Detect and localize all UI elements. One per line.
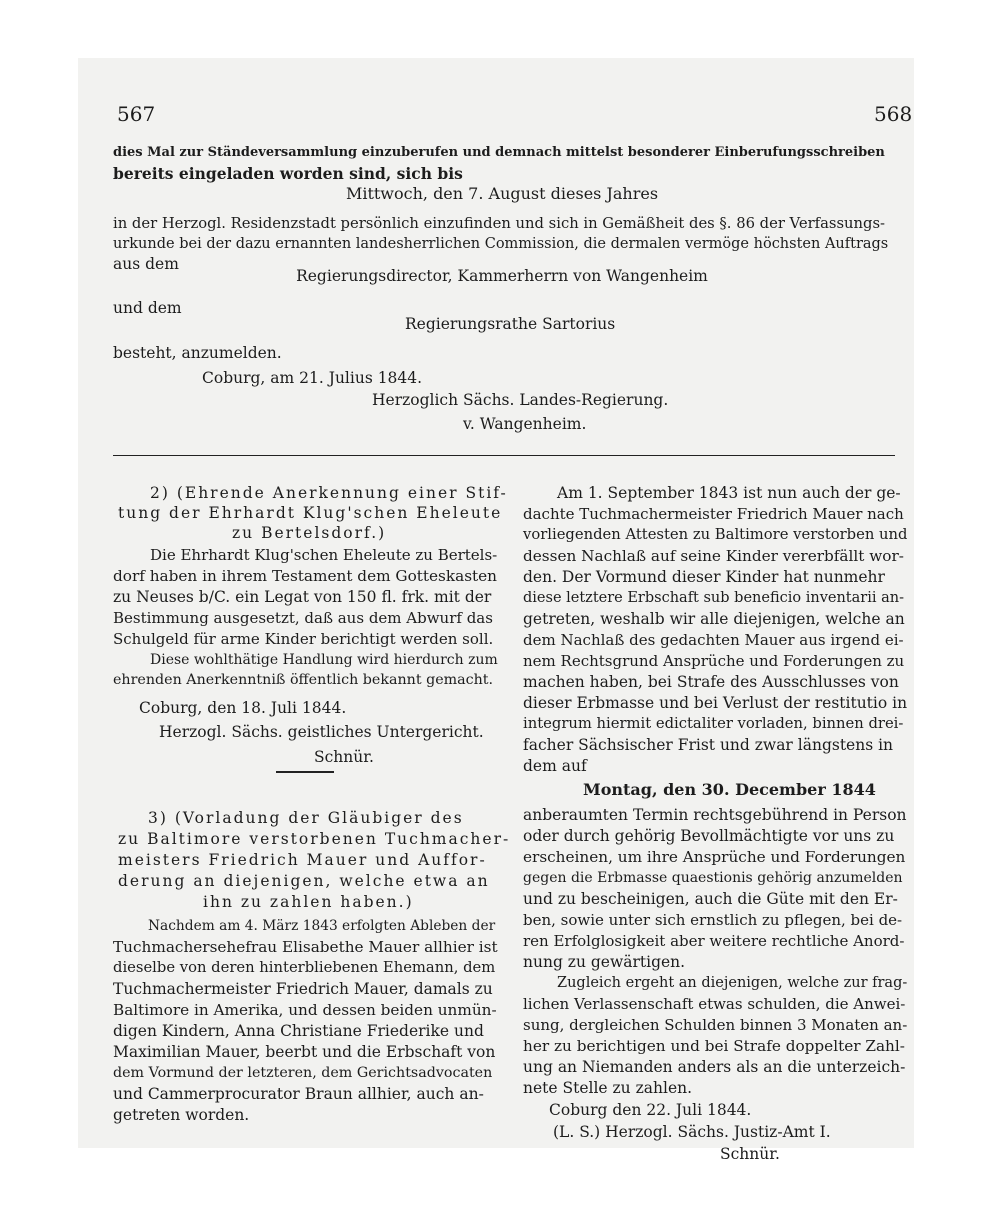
s3-line-8: dem Vormund der letzteren, dem Gerichtsadvocaten (113, 1065, 493, 1081)
top-place-date: Coburg, am 21. Julius 1844. (202, 369, 423, 387)
r-line-13: facher Sächsischer Frist und zwar längstens in (523, 736, 894, 754)
r-line-2: dachte Tuchmachermeister Friedrich Mauer nach (523, 505, 904, 523)
s3-title-line-1: 3) (Vorladung der Gläubiger des (148, 809, 464, 827)
s2-place-date: Coburg, den 18. Juli 1844. (139, 699, 347, 717)
r-line-25: sung, dergleichen Schulden binnen 3 Monaten an- (523, 1016, 908, 1034)
top-line-4: urkunde bei der dazu ernannten landesherrlichen Commission, die dermalen vermöge höchsten Auftrags (113, 236, 889, 252)
r-line-18: gegen die Erbmasse quaestionis gehörig anzumelden (523, 870, 903, 886)
commissioner-2: Regierungsrathe Sartorius (405, 315, 616, 333)
r-line-7: getreten, weshalb wir alle diejenigen, welche an (523, 610, 905, 628)
s3-title-line-5: ihn zu zahlen haben.) (203, 893, 414, 911)
r-line-28: nete Stelle zu zahlen. (523, 1079, 693, 1097)
r-line-20: ben, sowie unter sich ernstlich zu pflegen, bei de- (523, 911, 903, 929)
r-place-date: Coburg den 22. Juli 1844. (549, 1101, 752, 1119)
top-line-3: in der Herzogl. Residenzstadt persönlich einzufinden und sich in Gemäßheit des §. 86 der Verfassungs- (113, 215, 886, 232)
r-line-14: dem auf (523, 757, 587, 775)
top-line-2: bereits eingeladen worden sind, sich bis (113, 164, 463, 183)
r-line-12: integrum hiermit edictaliter vorladen, binnen drei- (523, 715, 904, 732)
top-line-5: aus dem (113, 255, 179, 273)
s2-line-1: Die Ehrhardt Klug'schen Eheleute zu Bertels- (150, 546, 498, 564)
r-line-10: machen haben, bei Strafe des Ausschlusses von (523, 673, 899, 691)
s2-signature: Schnür. (314, 748, 374, 766)
r-line-9: nem Rechtsgrund Ansprüche und Forderungen zu (523, 652, 905, 670)
s3-line-6: digen Kindern, Anna Christiane Friederike und (113, 1022, 484, 1040)
r-line-16: oder durch gehörig Bevollmächtigte vor uns zu (523, 827, 895, 845)
top-line-1: dies Mal zur Ständeversammlung einzuberufen und demnach mittelst besonderer Einberufungsschreiben (113, 145, 885, 160)
page-number-right: 568 (874, 102, 913, 126)
meeting-date: Mittwoch, den 7. August dieses Jahres (345, 184, 659, 203)
s2-line-6: Diese wohlthätige Handlung wird hierdurch zum (150, 652, 498, 668)
s2-title-line-2: tung der Ehrhardt Klug'schen Eheleute (118, 504, 503, 522)
s3-line-2: Tuchmachersehefrau Elisabethe Mauer allhier ist (113, 938, 498, 956)
r-line-27: ung an Niemanden anders als an die unterzeich- (523, 1058, 906, 1076)
top-signature: v. Wangenheim. (463, 415, 587, 433)
und-dem: und dem (113, 299, 182, 317)
s2-line-2: dorf haben in ihrem Testament dem Gotteskasten (113, 567, 498, 585)
r-line-26: her zu berichtigen und bei Strafe doppelter Zahl- (523, 1037, 905, 1055)
r-line-22: nung zu gewärtigen. (523, 953, 686, 971)
page-number-left: 567 (117, 102, 156, 126)
s3-line-1: Nachdem am 4. März 1843 erfolgten Ableben der (148, 918, 496, 934)
s2-line-3: zu Neuses b/C. ein Legat von 150 fl. frk. mit der (113, 588, 492, 606)
r-line-8: dem Nachlaß des gedachten Mauer aus irgend ei- (523, 631, 904, 649)
besteht-line: besteht, anzumelden. (113, 344, 282, 362)
s2-line-5: Schulgeld für arme Kinder berichtigt werden soll. (113, 630, 494, 648)
r-line-24: lichen Verlassenschaft etwas schulden, die Anwei- (523, 995, 906, 1013)
r-line-19: und zu bescheinigen, auch die Güte mit den Er- (523, 890, 898, 908)
s2-line-7: ehrenden Anerkenntniß öffentlich bekannt gemacht. (113, 672, 494, 688)
s3-title-line-2: zu Baltimore verstorbenen Tuchmacher- (118, 830, 511, 848)
s2-title-line-1: 2) (Ehrende Anerkennung einer Stif- (150, 484, 508, 502)
r-line-21: ren Erfolglosigkeit aber weitere rechtliche Anord- (523, 932, 905, 950)
s3-line-10: getreten worden. (113, 1106, 250, 1124)
r-line-5: den. Der Vormund dieser Kinder hat nunmehr (523, 568, 885, 586)
s2-authority: Herzogl. Sächs. geistliches Untergericht. (159, 723, 484, 741)
r-line-6: diese letztere Erbschaft sub beneficio inventarii an- (523, 590, 904, 606)
s3-line-7: Maximilian Mauer, beerbt und die Erbschaft von (113, 1043, 496, 1061)
r-line-3: vorliegenden Attesten zu Baltimore verstorben und (523, 526, 908, 543)
commissioner-1: Regierungsdirector, Kammerherrn von Wangenheim (296, 267, 708, 285)
r-line-11: dieser Erbmasse und bei Verlust der restitutio in (523, 694, 908, 712)
s3-title-line-4: derung an diejenigen, welche etwa an (118, 872, 490, 890)
s3-line-3: dieselbe von deren hinterbliebenen Ehemann, dem (113, 959, 496, 976)
s3-line-5: Baltimore in Amerika, und dessen beiden unmün- (113, 1001, 497, 1019)
top-authority: Herzoglich Sächs. Landes-Regierung. (372, 391, 669, 409)
s2-line-4: Bestimmung ausgesetzt, daß aus dem Abwurf das (113, 609, 493, 627)
r-line-15: anberaumten Termin rechtsgebührend in Person (523, 806, 907, 824)
r-line-17: erscheinen, um ihre Ansprüche und Forderungen (523, 848, 906, 866)
r-authority: (L. S.) Herzogl. Sächs. Justiz-Amt I. (553, 1123, 831, 1141)
short-divider (276, 771, 334, 773)
s3-line-9: und Cammerprocurator Braun allhier, auch an- (113, 1085, 484, 1103)
section-divider (113, 455, 895, 456)
s3-line-4: Tuchmachermeister Friedrich Mauer, damals zu (113, 980, 493, 998)
court-date: Montag, den 30. December 1844 (583, 780, 876, 799)
s2-title-line-3: zu Bertelsdorf.) (232, 524, 387, 542)
r-line-1: Am 1. September 1843 ist nun auch der ge- (557, 484, 901, 502)
r-line-4: dessen Nachlaß auf seine Kinder vererbfällt wor- (523, 547, 904, 565)
r-signature: Schnür. (720, 1145, 780, 1163)
r-line-23: Zugleich ergeht an diejenigen, welche zur frag- (557, 975, 908, 991)
s3-title-line-3: meisters Friedrich Mauer und Auffor- (118, 851, 487, 869)
